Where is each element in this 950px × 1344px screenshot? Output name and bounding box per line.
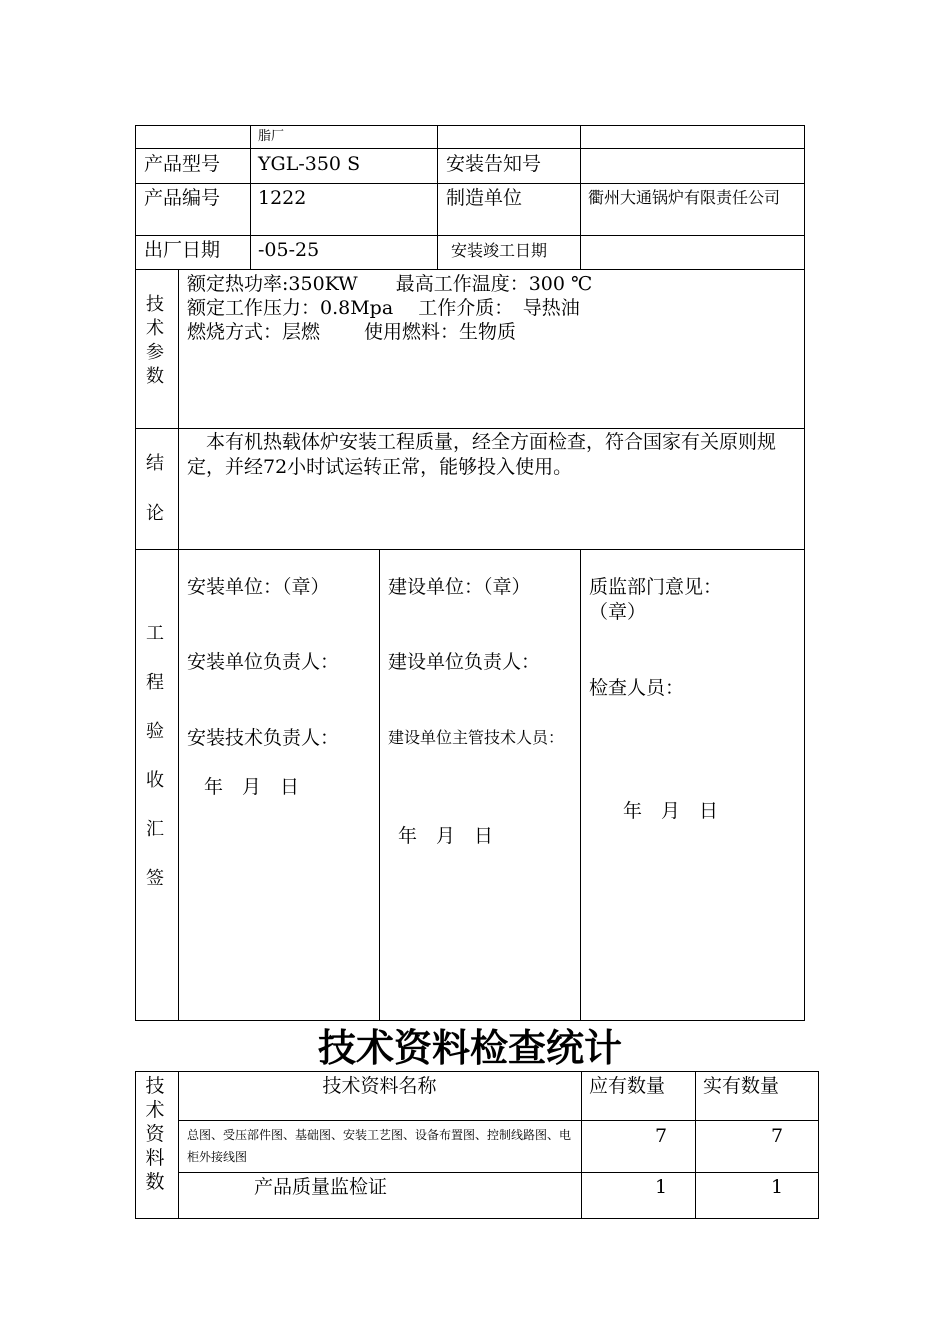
conclusion-text: 本有机热载体炉安装工程质量，经全方面检查，符合国家有关原则规定，并经72小时试运转正常，能够投入使用。 [187,431,777,478]
qc-opinion: 质监部门意见： [589,576,723,598]
row2-actual: 1 [771,1176,784,1198]
col-actual-header: 实有数量 [703,1075,780,1097]
acceptance-label: 工 程 验 收 汇 签 [146,623,164,889]
row1-name: 总图、受压部件图、基础图、安装工艺图、设备布置图、控制线路图、电柜外接线图 [187,1128,572,1164]
complete-label: 安装竣工日期 [451,241,548,260]
model-label: 产品型号 [144,153,221,175]
build-date: 年 月 日 [398,825,494,847]
maker-value: 衢州大通锅炉有限责任公司 [588,188,781,207]
model-value: YGL-350 S [258,153,361,175]
qc-seal: （章） [589,601,647,623]
date-label: 出厂日期 [144,239,221,261]
install-date: 年 月 日 [204,776,300,798]
tech-line-1: 额定热功率:350KW 最高工作温度：300 ℃ [187,273,593,295]
build-tech: 建设单位主管技术人员： [388,728,565,747]
conclusion-label-2: 论 [146,503,164,524]
conclusion-label-1: 结 [146,453,164,474]
col-name-header: 技术资料名称 [322,1075,437,1097]
header-top-value: 脂厂 [258,129,285,144]
qc-date: 年 月 日 [623,800,719,822]
tech-line-2: 额定工作压力：0.8Mpa 工作介质： 导热油 [187,297,580,319]
install-head: 安装单位负责人： [187,651,340,673]
build-head: 建设单位负责人： [388,651,541,673]
notice-label: 安装告知号 [446,153,542,175]
row2-name: 产品质量监检证 [254,1176,388,1198]
stats-title: 技术资料检查统计 [317,1026,622,1070]
build-unit: 建设单位：（章） [388,576,531,598]
col-required-header: 应有数量 [589,1075,666,1097]
date-value: -05-25 [258,239,320,261]
stats-side-label: 技 术 资 料 数 [145,1075,165,1193]
install-tech: 安装技术负责人： [187,727,340,749]
tech-label: 技 术 参 数 [146,294,164,387]
row1-required: 7 [655,1125,668,1147]
install-unit: 安装单位：（章） [187,576,330,598]
serial-value: 1222 [258,187,307,209]
maker-label: 制造单位 [446,187,523,209]
serial-label: 产品编号 [144,187,221,209]
row1-actual: 7 [771,1125,784,1147]
row2-required: 1 [655,1176,668,1198]
tech-line-3: 燃烧方式：层燃 使用燃料：生物质 [187,321,517,343]
qc-inspector: 检查人员： [589,677,685,699]
